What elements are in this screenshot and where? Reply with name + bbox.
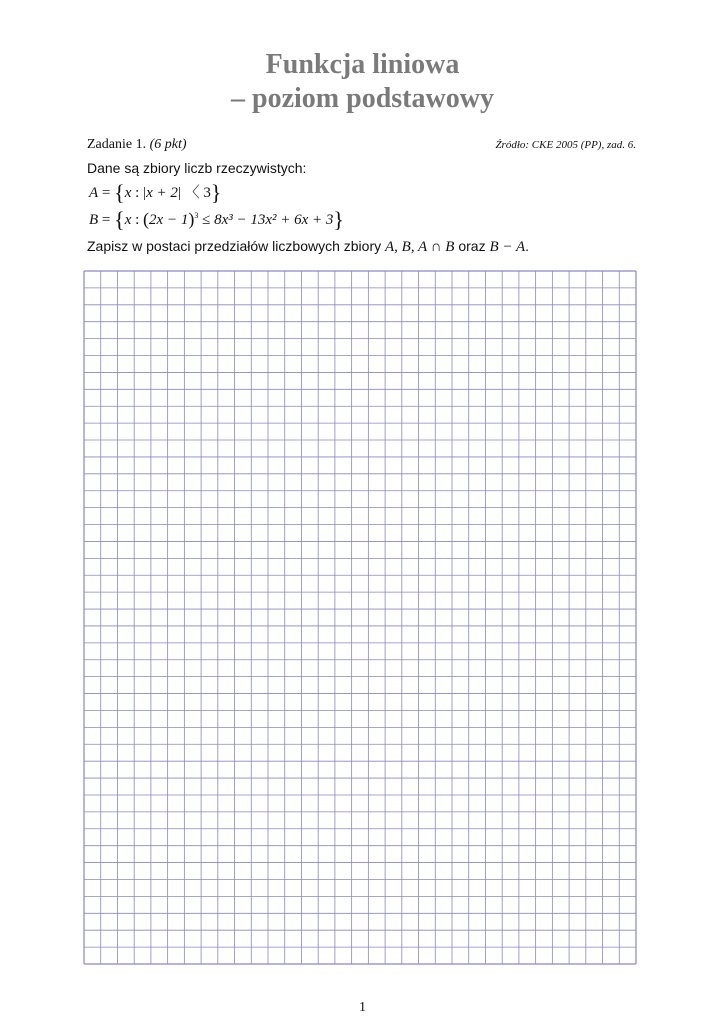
set-b-var: x [124,212,132,228]
set-a-var: x [124,185,132,201]
left-brace: { [114,180,125,205]
set-a-condition: x + 2 [146,185,178,201]
set-b-rhs: 8x³ − 13x² + 6x + 3 [214,212,334,228]
left-paren: ( [143,209,150,229]
task-instruction [87,238,529,256]
instruction-text: Zapisz w postaci przedziałów liczbowych zbiory [87,238,382,254]
page-number: 1 [359,1000,366,1015]
answer-grid[interactable] [83,270,637,965]
page-title-line-1: Funkcja liniowa [265,49,460,80]
right-paren: ) [188,209,195,229]
set-a-name: A [89,185,99,201]
page-title-line-2: – poziom podstawowy [231,83,494,114]
set-b-exponent: 3 [194,211,199,220]
right-brace: } [333,207,344,232]
instruction-conj: oraz [458,238,486,254]
set-b-name: B [89,212,99,228]
task-intro: Dane są zbiory liczb rzeczywistych: [87,160,307,176]
task-number: Zadanie 1. [87,137,147,152]
instruction-diff: B − A [489,239,526,255]
left-brace: { [114,207,125,232]
set-a-formula: A = {x : |x + 2| 〈 3} [89,180,222,205]
instruction-sets: A, B, A ∩ B [385,239,455,255]
right-brace: } [210,180,222,205]
set-a-relation: 〈 3 [184,185,211,201]
set-b-lhs: 2x − 1 [149,212,189,228]
abs-bar: | [143,185,147,201]
set-b-relation: ≤ [202,212,211,228]
set-b-formula: B = {x : $(2x - 1)^3 \le 8x^3 - 13x^2 + 6x + 3$} [89,207,344,232]
instruction-end: . [525,238,530,254]
task-label [87,137,187,153]
task-source: Źródło: CKE 2005 (PP), zad. 6. [495,139,636,151]
abs-bar: | [177,185,181,201]
task-points: (6 pkt) [149,137,187,152]
